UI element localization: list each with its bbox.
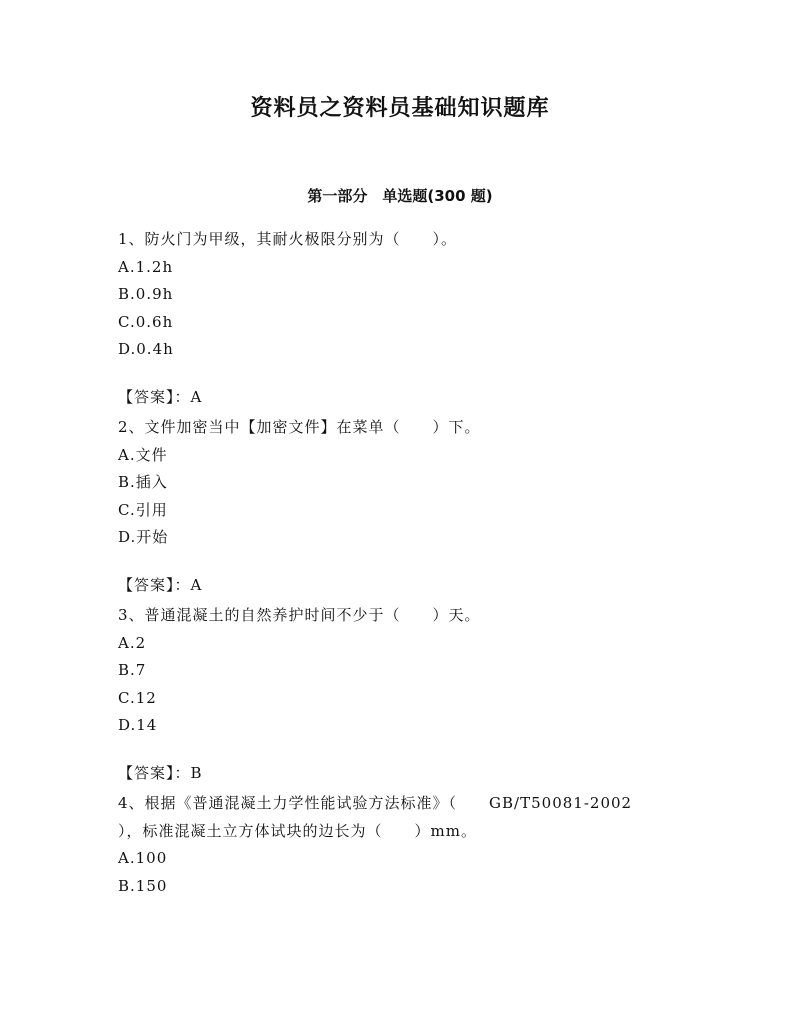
option-d: D.14 (118, 716, 158, 734)
question-text-line-2: ），标准混凝土立方体试块的边长为（ ）mm。 (118, 821, 477, 840)
option-c: C.12 (118, 688, 157, 707)
option-a: A.文件 (118, 445, 168, 464)
question-text: 1、防火门为甲级，其耐火极限分别为（ ）。 (118, 230, 458, 248)
question-block-1 (118, 226, 678, 411)
question-block-3 (118, 602, 678, 787)
option-c: C.0.6h (118, 312, 174, 331)
option-b: B.7 (118, 661, 147, 679)
option-b: B.0.9h (118, 285, 174, 303)
option-b: B.150 (118, 876, 168, 895)
question-list (118, 226, 678, 900)
option-d: D.0.4h (118, 340, 174, 358)
question-block-2 (118, 414, 678, 599)
option-a: A.100 (118, 849, 168, 867)
question-text: 3、普通混凝土的自然养护时间不少于（ ）天。 (118, 606, 481, 624)
section-heading: 第一部分 单选题(300 题) (307, 187, 493, 205)
question-block-4 (118, 790, 678, 900)
answer-text: 【答案】：B (118, 763, 203, 782)
option-a: A.1.2h (118, 257, 174, 276)
answer-text: 【答案】：A (118, 387, 203, 406)
option-b: B.插入 (118, 473, 168, 491)
document-title: 资料员之资料员基础知识题库 (250, 96, 550, 121)
answer-text: 【答案】：A (118, 575, 203, 594)
question-text-line-1: 4、根据《普通混凝土力学性能试验方法标准》（ GB/T50081-2002 (118, 794, 633, 812)
option-a: A.2 (118, 633, 147, 652)
option-d: D.开始 (118, 528, 169, 546)
question-text: 2、文件加密当中【加密文件】在菜单（ ）下。 (118, 418, 481, 436)
option-c: C.引用 (118, 500, 168, 519)
